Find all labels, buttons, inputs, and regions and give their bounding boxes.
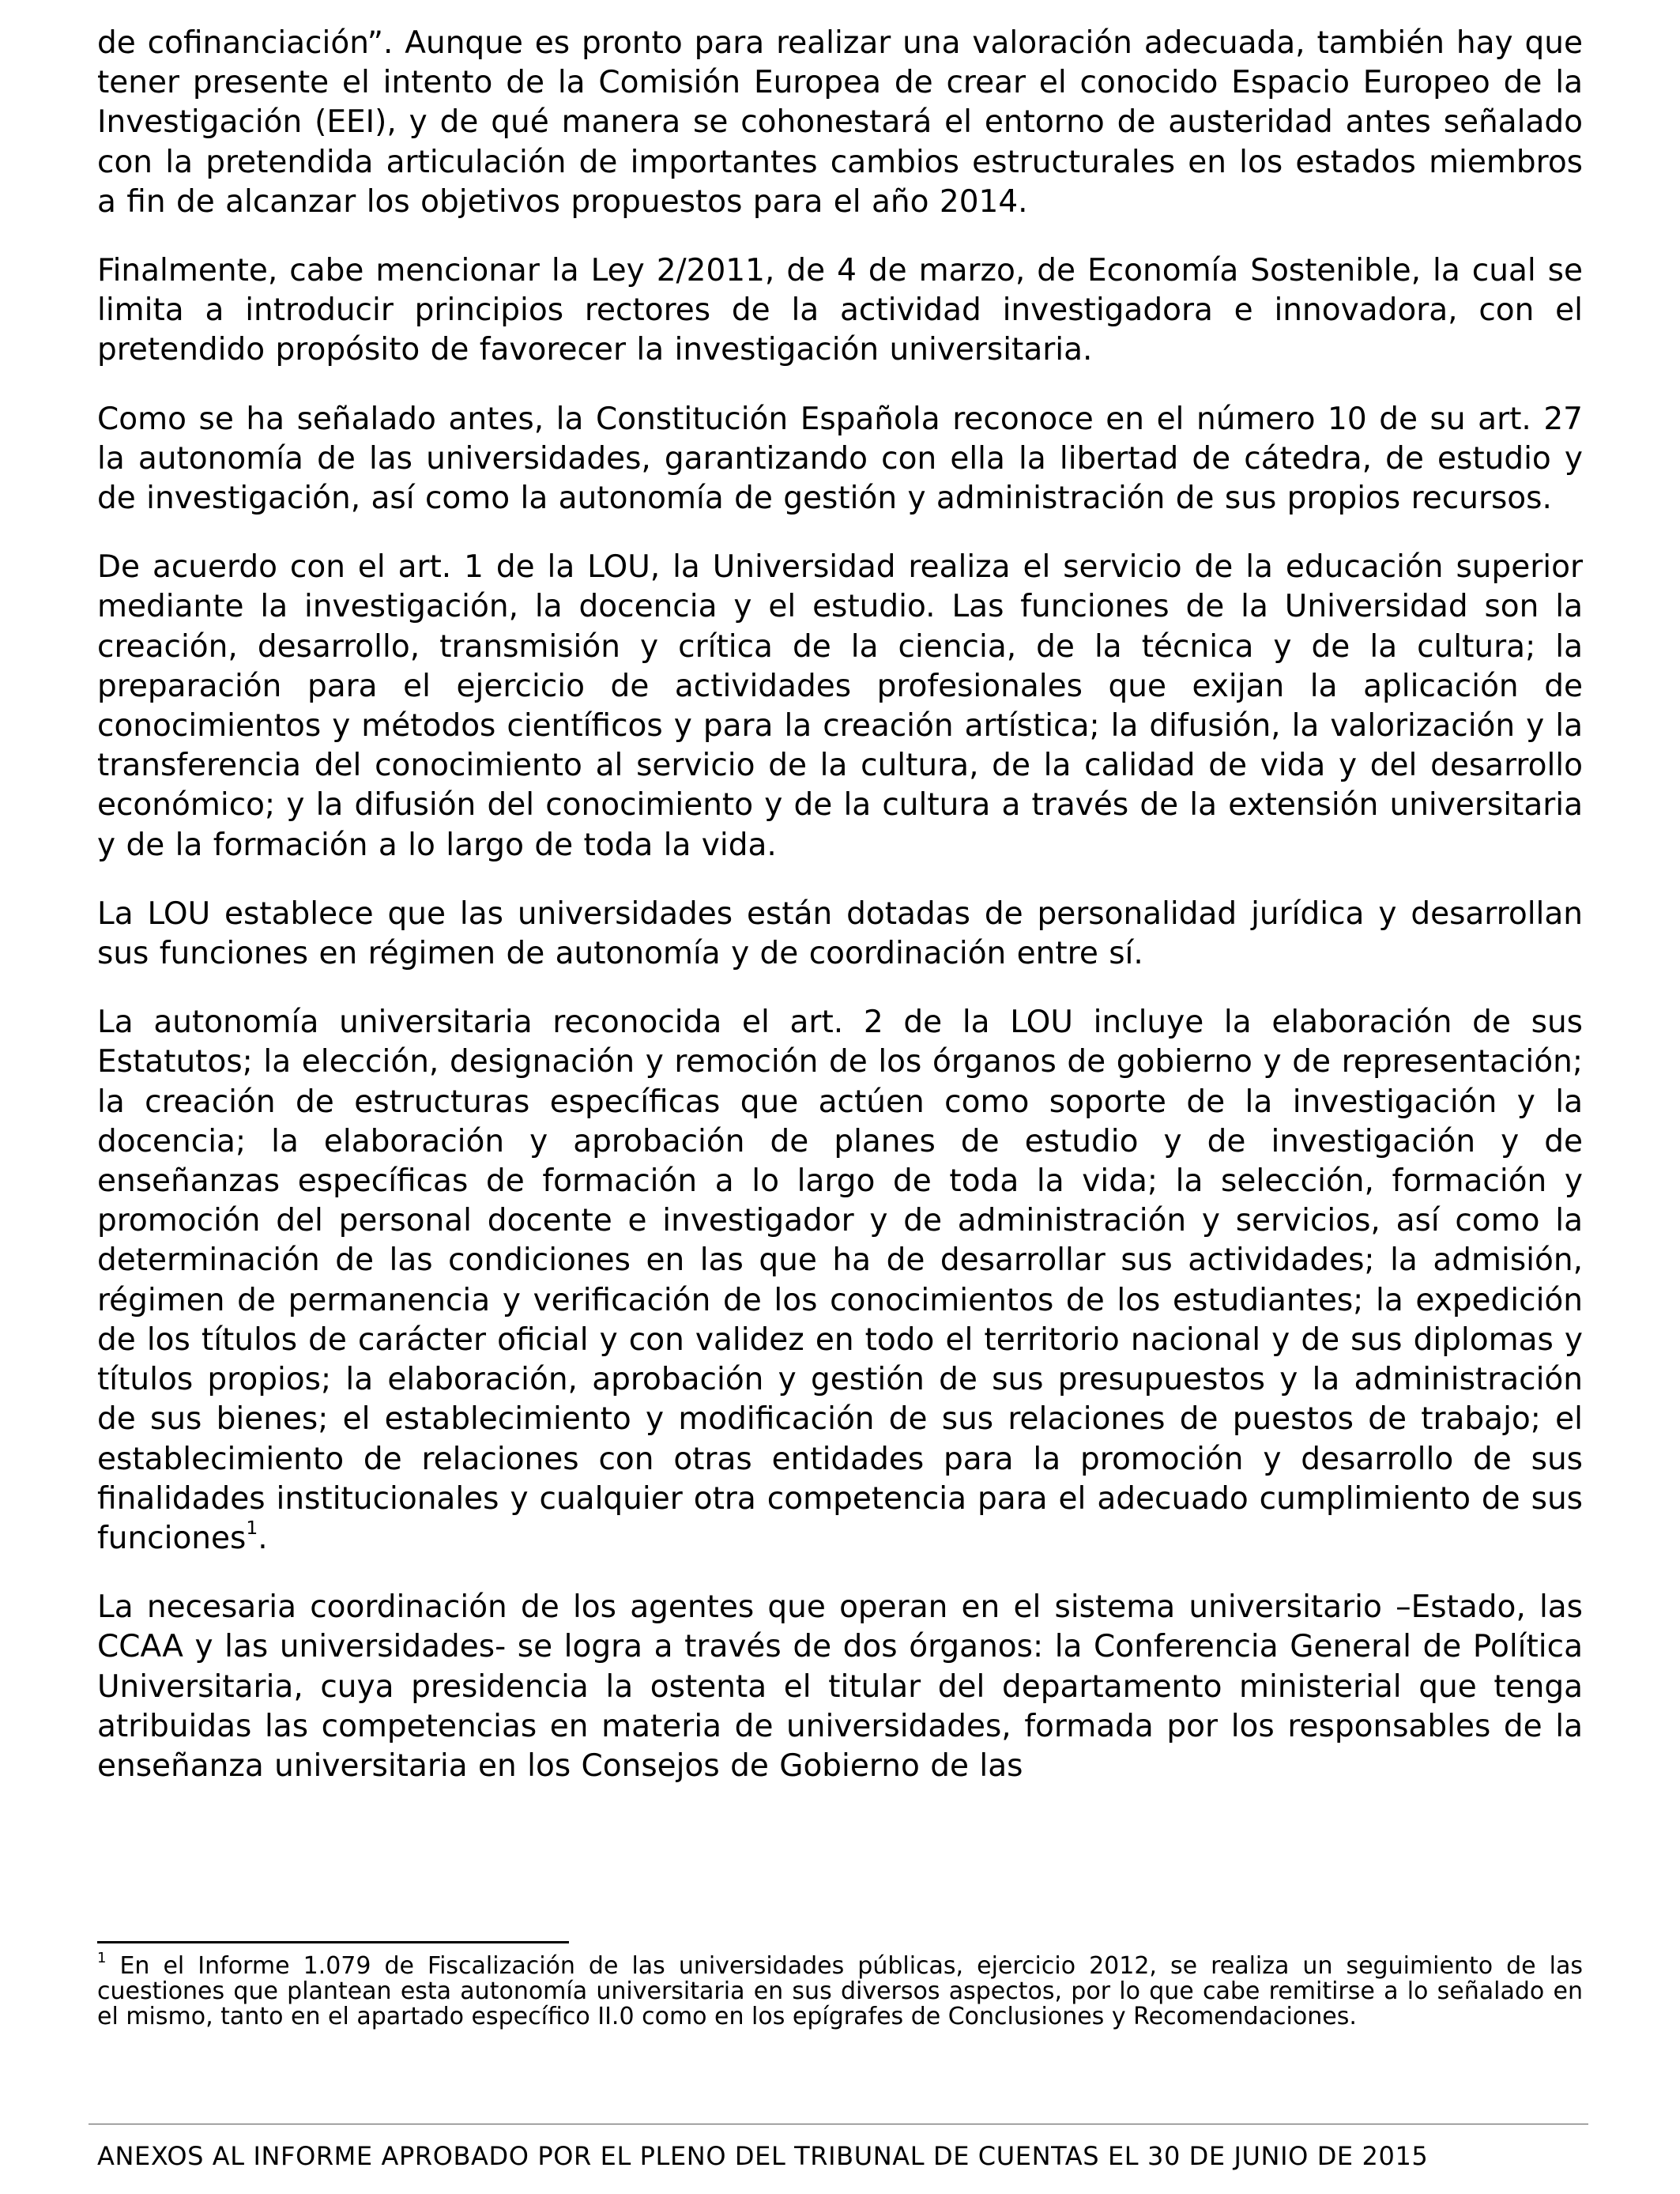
paragraph-ley-economia-sostenible: Finalmente, cabe mencionar la Ley 2/2011, de 4 de marzo, de Economía Sostenible, la cual se limita a introducir principios rectores de la actividad investigadora e innovadora, con el pretendido propósito de favorecer la investigación universitaria. xyxy=(97,253,1583,368)
paragraph-autonomia-text: La autonomía universitaria reconocida el art. 2 de la LOU incluye la elaboración de sus Estatutos; la elección, designación y remoción de los órganos de gobierno y de representación; la creación de estructuras específicas que actúen como soporte de la investigación y la docencia; la elaboración y aprobación de planes de estudio y de investigación y de enseñanzas específicas de formación a lo largo de toda la vida; la selección, formación y promoción del personal docente e investigador y de administración y servicios, así como la determinación de las condiciones en las que ha de desarrollar sus actividades; la admisión, régimen de permanencia y verificación de los conocimientos de los estudiantes; la expedición de los títulos de carácter oficial y con validez en todo el territorio nacional y de sus diplomas y títulos propios; la elaboración, aprobación y gestión de sus presupuestos y la administración de sus bienes; el establecimiento y modificación de sus relaciones de puestos de trabajo; el establecimiento de relaciones con otras entidades para la promoción y desarrollo de sus finalidades institucionales y cualquier otra competencia para el adecuado cumplimiento de sus funciones xyxy=(97,1005,1583,1556)
paragraph-funciones-universidad: De acuerdo con el art. 1 de la LOU, la Universidad realiza el servicio de la educación superior mediante la investigación, la docencia y el estudio. Las funciones de la Universidad son la creación, desarrollo, transmisión y crítica de la ciencia, de la técnica y de la cultura; la preparación para el ejercicio de actividades profesionales que exijan la aplicación de conocimientos y métodos científicos y para la creación artística; la difusión, la valorización y la transferencia del conocimiento al servicio de la cultura, de la calidad de vida y del desarrollo económico; y la difusión del conocimiento y de la cultura a través de la extensión universitaria y de la formación a lo largo de toda la vida. xyxy=(97,549,1583,863)
footnote-separator xyxy=(97,1941,569,1943)
paragraph-constitucion: Como se ha señalado antes, la Constitución Española reconoce en el número 10 de su art. 27 la autonomía de las universidades, garantizando con ella la libertad de cátedra, de estudio y de investigación, así como la autonomía de gestión y administración de sus propios recursos. xyxy=(97,401,1583,517)
paragraph-coordinacion: La necesaria coordinación de los agentes que operan en el sistema universitario –Estado, las CCAA y las universidades- se logra a través de dos órganos: la Conferencia General de Política Universitaria, cuya presidencia la ostenta el titular del departamento ministerial que tenga atribuidas las competencias en materia de universidades, formada por los responsables de la enseñanza universitaria en los Consejos de Gobierno de las xyxy=(97,1589,1583,1784)
body-text xyxy=(97,24,1583,1815)
paragraph-autonomia-end: . xyxy=(258,1520,268,1556)
paragraph-personalidad-juridica: La LOU establece que las universidades están dotadas de personalidad jurídica y desarrollan sus funciones en régimen de autonomía y de coordinación entre sí. xyxy=(97,895,1583,972)
footnote xyxy=(97,1950,1583,2030)
paragraph-cofinanciacion: de cofinanciación”. Aunque es pronto para realizar una valoración adecuada, también hay que tener presente el intento de la Comisión Europea de crear el conocido Espacio Europeo de la Investigación (EEI), y de qué manera se cohonestará el entorno de austeridad antes señalado con la pretendida articulación de importantes cambios estructurales en los estados miembros a fin de alcanzar los objetivos propuestos para el año 2014. xyxy=(97,25,1583,220)
footnote-text: En el Informe 1.079 de Fiscalización de las universidades públicas, ejercicio 2012, se realiza un seguimiento de las cuestiones que plantean esta autonomía universitaria en sus diversos aspectos, por lo que cabe remitirse a lo señalado en el mismo, tanto en el apartado específico II.0 como en los epígrafes de Conclusiones y Recomendaciones. xyxy=(97,1952,1583,2030)
page-footer: ANEXOS AL INFORME APROBADO POR EL PLENO DEL TRIBUNAL DE CUENTAS EL 30 DE JUNIO DE 2015 xyxy=(97,2141,1429,2171)
paragraph-autonomia-universitaria xyxy=(97,1003,1583,1559)
footnote-number: 1 xyxy=(97,1950,107,1967)
footnote-reference[interactable]: 1 xyxy=(246,1517,258,1540)
